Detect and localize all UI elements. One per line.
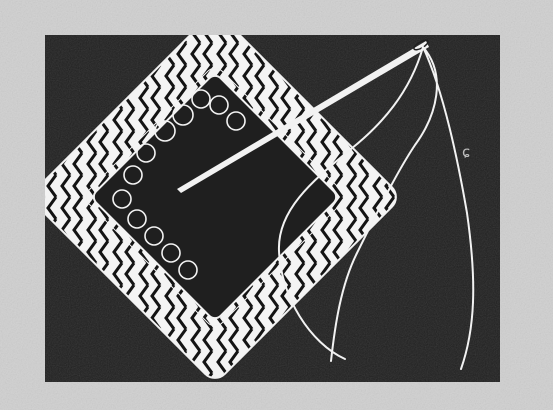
- small-mark-icon: ɕ: [462, 143, 471, 161]
- dark-plate: [45, 35, 500, 382]
- needlework-illustration: [45, 35, 500, 382]
